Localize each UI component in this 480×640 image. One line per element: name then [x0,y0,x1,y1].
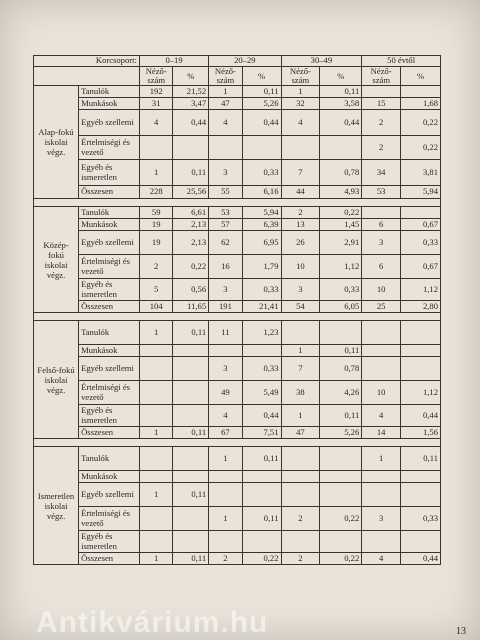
viewer-count-cell: 1 [139,483,173,507]
percent-cell [320,531,362,553]
percent-cell: 5,26 [242,98,281,110]
viewer-count-cell: 2 [362,136,401,160]
percent-cell: 0,22 [320,507,362,531]
viewer-count-heading: Néző-szám [362,67,401,86]
viewer-count-cell [362,345,401,357]
viewer-count-cell: 55 [209,186,243,199]
viewer-count-cell: 6 [362,219,401,231]
percent-cell: 21,52 [173,86,209,98]
percent-cell [242,345,281,357]
table-row [34,405,441,427]
viewer-count-cell: 3 [362,231,401,255]
viewer-count-cell: 3 [362,507,401,531]
percent-cell: 2,80 [401,301,441,313]
total-label: Összesen [79,553,140,565]
table-row [34,471,441,483]
total-row [34,553,441,565]
percent-cell [401,483,441,507]
table-row [34,86,441,98]
audience-statistics-table [33,55,441,565]
viewer-count-cell [281,531,320,553]
section-spacer [34,439,441,447]
percent-cell: 6,61 [173,207,209,219]
viewer-count-cell [362,86,401,98]
viewer-count-cell: 38 [281,381,320,405]
viewer-count-cell: 5 [139,279,173,301]
viewer-count-cell: 1 [362,447,401,471]
viewer-count-cell: 10 [281,255,320,279]
viewer-count-cell: 47 [281,427,320,439]
age-group-heading: 20–29 [209,56,281,67]
percent-cell: 2,13 [173,231,209,255]
percent-cell: 0,11 [320,405,362,427]
viewer-count-cell [139,531,173,553]
viewer-count-cell: 10 [362,381,401,405]
viewer-count-cell: 47 [209,98,243,110]
page-number: 13 [456,626,466,637]
viewer-count-cell: 53 [209,207,243,219]
viewer-count-cell: 3 [209,160,243,186]
viewer-count-cell: 10 [362,279,401,301]
viewer-count-cell [362,357,401,381]
viewer-count-cell: 15 [362,98,401,110]
percent-cell: 1,79 [242,255,281,279]
percent-cell: 0,22 [320,207,362,219]
percent-cell: 0,33 [242,357,281,381]
viewer-count-cell: 1 [139,160,173,186]
occupation-label: Értelmiségi és vezető [79,255,140,279]
percent-cell: 0,11 [320,345,362,357]
total-label: Összesen [79,301,140,313]
viewer-count-cell: 32 [281,98,320,110]
table-header [34,56,441,86]
viewer-count-cell [209,471,243,483]
viewer-count-cell: 53 [362,186,401,199]
total-row [34,301,441,313]
percent-cell: 0,44 [401,405,441,427]
viewer-count-cell [209,136,243,160]
viewer-count-cell [281,483,320,507]
total-label: Összesen [79,427,140,439]
percent-cell [401,321,441,345]
percent-cell: 0,44 [242,110,281,136]
percent-cell: 6,16 [242,186,281,199]
viewer-count-cell [139,136,173,160]
age-group-heading: 0–19 [139,56,208,67]
percent-cell: 0,11 [401,447,441,471]
header-blank [34,67,140,86]
viewer-count-cell: 4 [281,110,320,136]
viewer-count-cell: 26 [281,231,320,255]
percent-cell: 0,44 [173,110,209,136]
table-row [34,531,441,553]
percent-cell [173,136,209,160]
viewer-count-cell: 6 [362,255,401,279]
table-row [34,207,441,219]
table-row [34,255,441,279]
viewer-count-heading: Néző-szám [139,67,173,86]
occupation-label: Egyéb és ismeretlen [79,279,140,301]
table-body [34,86,441,565]
percent-cell: 5,94 [242,207,281,219]
viewer-count-cell: 2 [281,553,320,565]
percent-cell: 2,13 [173,219,209,231]
viewer-count-cell [362,483,401,507]
percent-cell [242,483,281,507]
percent-cell [320,483,362,507]
age-group-label: Korcsoport: [34,56,140,67]
table-row [34,447,441,471]
viewer-count-cell [362,471,401,483]
percent-cell [320,447,362,471]
viewer-count-cell: 4 [362,405,401,427]
viewer-count-cell: 1 [209,86,243,98]
table-row [34,345,441,357]
viewer-count-cell [139,357,173,381]
education-group-label: Felső-fokú iskolai végz. [34,321,79,439]
percent-cell [320,136,362,160]
table-row [34,231,441,255]
occupation-label: Egyéb és ismeretlen [79,405,140,427]
occupation-label: Tanulók [79,207,140,219]
viewer-count-cell: 4 [362,553,401,565]
percent-cell [401,345,441,357]
percent-cell [401,531,441,553]
viewer-count-cell: 3 [281,279,320,301]
viewer-count-cell: 67 [209,427,243,439]
percent-cell [242,531,281,553]
viewer-count-cell: 7 [281,357,320,381]
occupation-label: Egyéb és ismeretlen [79,531,140,553]
percent-cell [173,531,209,553]
percent-cell: 0,22 [401,136,441,160]
percent-cell: 0,44 [320,110,362,136]
viewer-count-cell: 1 [281,86,320,98]
percent-cell: 1,12 [320,255,362,279]
percent-cell: 0,22 [242,553,281,565]
viewer-count-cell: 1 [139,321,173,345]
percent-cell: 3,81 [401,160,441,186]
percent-cell [173,507,209,531]
percent-cell [242,471,281,483]
viewer-count-cell [139,381,173,405]
viewer-count-heading: Néző-szám [209,67,243,86]
viewer-count-cell: 25 [362,301,401,313]
education-group-label: Közép-fokú iskolai végz. [34,207,79,313]
percent-cell [401,207,441,219]
viewer-count-cell: 3 [209,279,243,301]
percent-cell: 0,11 [242,507,281,531]
percent-cell: 0,22 [401,110,441,136]
percent-cell [401,471,441,483]
viewer-count-cell: 1 [209,507,243,531]
percent-cell: 5,26 [320,427,362,439]
occupation-label: Értelmiségi és vezető [79,381,140,405]
education-group-label: Ismeretlen iskolai végz. [34,447,79,565]
occupation-label: Tanulók [79,447,140,471]
occupation-label: Munkások [79,98,140,110]
viewer-count-cell: 4 [209,110,243,136]
viewer-count-cell: 57 [209,219,243,231]
percent-cell: 4,26 [320,381,362,405]
percent-heading: % [320,67,362,86]
viewer-count-cell [209,531,243,553]
viewer-count-cell: 2 [362,110,401,136]
percent-cell: 0,33 [401,507,441,531]
viewer-count-cell [362,207,401,219]
percent-cell: 0,11 [320,86,362,98]
total-row [34,186,441,199]
percent-cell: 0,44 [242,405,281,427]
percent-cell [173,405,209,427]
percent-cell: 0,11 [173,427,209,439]
viewer-count-cell: 7 [281,160,320,186]
percent-heading: % [242,67,281,86]
percent-cell: 0,11 [173,483,209,507]
occupation-label: Egyéb szellemi [79,357,140,381]
percent-cell: 4,93 [320,186,362,199]
viewer-count-cell: 19 [139,219,173,231]
occupation-label: Munkások [79,345,140,357]
occupation-label: Munkások [79,471,140,483]
viewer-count-cell: 2 [281,507,320,531]
viewer-count-cell: 2 [281,207,320,219]
viewer-count-cell [139,471,173,483]
education-group-label: Alap-fokú iskolai végz. [34,86,79,199]
percent-cell: 1,12 [401,381,441,405]
viewer-count-cell: 19 [139,231,173,255]
viewer-count-cell: 11 [209,321,243,345]
viewer-count-cell: 59 [139,207,173,219]
viewer-count-cell [362,321,401,345]
percent-cell: 0,33 [242,279,281,301]
viewer-count-cell [139,345,173,357]
percent-cell: 11,65 [173,301,209,313]
viewer-count-cell: 104 [139,301,173,313]
percent-cell [173,471,209,483]
percent-cell: 0,11 [242,447,281,471]
viewer-count-cell: 49 [209,381,243,405]
viewer-count-cell: 2 [139,255,173,279]
percent-cell: 0,67 [401,219,441,231]
occupation-label: Értelmiségi és vezető [79,507,140,531]
percent-cell: 0,22 [173,255,209,279]
total-row [34,427,441,439]
viewer-count-cell [209,483,243,507]
viewer-count-cell: 1 [139,427,173,439]
viewer-count-cell [281,136,320,160]
viewer-count-cell [209,345,243,357]
percent-cell: 0,11 [173,160,209,186]
percent-cell: 0,44 [401,553,441,565]
percent-cell: 5,94 [401,186,441,199]
percent-cell: 6,95 [242,231,281,255]
percent-cell: 2,91 [320,231,362,255]
percent-cell: 21,41 [242,301,281,313]
percent-cell: 1,23 [242,321,281,345]
percent-cell [173,345,209,357]
section-spacer [34,199,441,207]
table-row [34,136,441,160]
viewer-count-cell: 54 [281,301,320,313]
viewer-count-cell: 1 [281,345,320,357]
percent-cell: 0,56 [173,279,209,301]
percent-cell [173,381,209,405]
viewer-count-cell [139,507,173,531]
viewer-count-cell [281,321,320,345]
table-row [34,219,441,231]
table-row [34,160,441,186]
viewer-count-cell [281,471,320,483]
occupation-label: Munkások [79,219,140,231]
section-spacer [34,313,441,321]
viewer-count-cell: 191 [209,301,243,313]
percent-cell: 0,11 [173,553,209,565]
percent-cell [401,86,441,98]
viewer-count-cell [139,405,173,427]
viewer-count-cell: 14 [362,427,401,439]
percent-cell: 5,49 [242,381,281,405]
percent-cell: 0,33 [320,279,362,301]
viewer-count-heading: Néző-szám [281,67,320,86]
percent-cell: 6,39 [242,219,281,231]
occupation-label: Értelmiségi és vezető [79,136,140,160]
viewer-count-cell: 16 [209,255,243,279]
viewer-count-cell: 4 [139,110,173,136]
table-row [34,279,441,301]
percent-cell: 0,78 [320,160,362,186]
table-row [34,483,441,507]
percent-cell [320,471,362,483]
occupation-label: Tanulók [79,86,140,98]
table-row [34,381,441,405]
viewer-count-cell [139,447,173,471]
viewer-count-cell: 4 [209,405,243,427]
viewer-count-cell: 34 [362,160,401,186]
table-row [34,507,441,531]
percent-cell: 1,12 [401,279,441,301]
percent-cell [173,447,209,471]
percent-cell: 1,68 [401,98,441,110]
viewer-count-cell: 2 [209,553,243,565]
table-row [34,98,441,110]
percent-cell: 3,58 [320,98,362,110]
percent-cell: 1,45 [320,219,362,231]
table-row [34,357,441,381]
viewer-count-cell: 13 [281,219,320,231]
viewer-count-cell [362,531,401,553]
percent-cell [242,136,281,160]
percent-cell: 0,33 [401,231,441,255]
percent-cell: 1,56 [401,427,441,439]
percent-cell: 6,05 [320,301,362,313]
occupation-label: Tanulók [79,321,140,345]
viewer-count-cell: 1 [139,553,173,565]
percent-cell: 0,11 [173,321,209,345]
percent-heading: % [173,67,209,86]
viewer-count-cell: 1 [209,447,243,471]
viewer-count-cell: 62 [209,231,243,255]
total-label: Összesen [79,186,140,199]
viewer-count-cell: 44 [281,186,320,199]
age-group-heading: 30–49 [281,56,362,67]
viewer-count-cell: 192 [139,86,173,98]
percent-cell: 7,51 [242,427,281,439]
viewer-count-cell [281,447,320,471]
watermark: Antikvárium.hu [36,606,269,639]
percent-cell: 0,67 [401,255,441,279]
percent-cell [173,357,209,381]
viewer-count-cell: 31 [139,98,173,110]
occupation-label: Egyéb szellemi [79,483,140,507]
age-group-heading: 50 évtől [362,56,441,67]
occupation-label: Egyéb és ismeretlen [79,160,140,186]
percent-heading: % [401,67,441,86]
percent-cell: 0,78 [320,357,362,381]
viewer-count-cell: 3 [209,357,243,381]
percent-cell: 0,22 [320,553,362,565]
percent-cell: 0,33 [242,160,281,186]
table-row [34,110,441,136]
percent-cell: 25,56 [173,186,209,199]
occupation-label: Egyéb szellemi [79,231,140,255]
percent-cell: 3,47 [173,98,209,110]
viewer-count-cell: 228 [139,186,173,199]
viewer-count-cell: 1 [281,405,320,427]
table-row [34,321,441,345]
percent-cell: 0,11 [242,86,281,98]
occupation-label: Egyéb szellemi [79,110,140,136]
percent-cell [320,321,362,345]
percent-cell [401,357,441,381]
